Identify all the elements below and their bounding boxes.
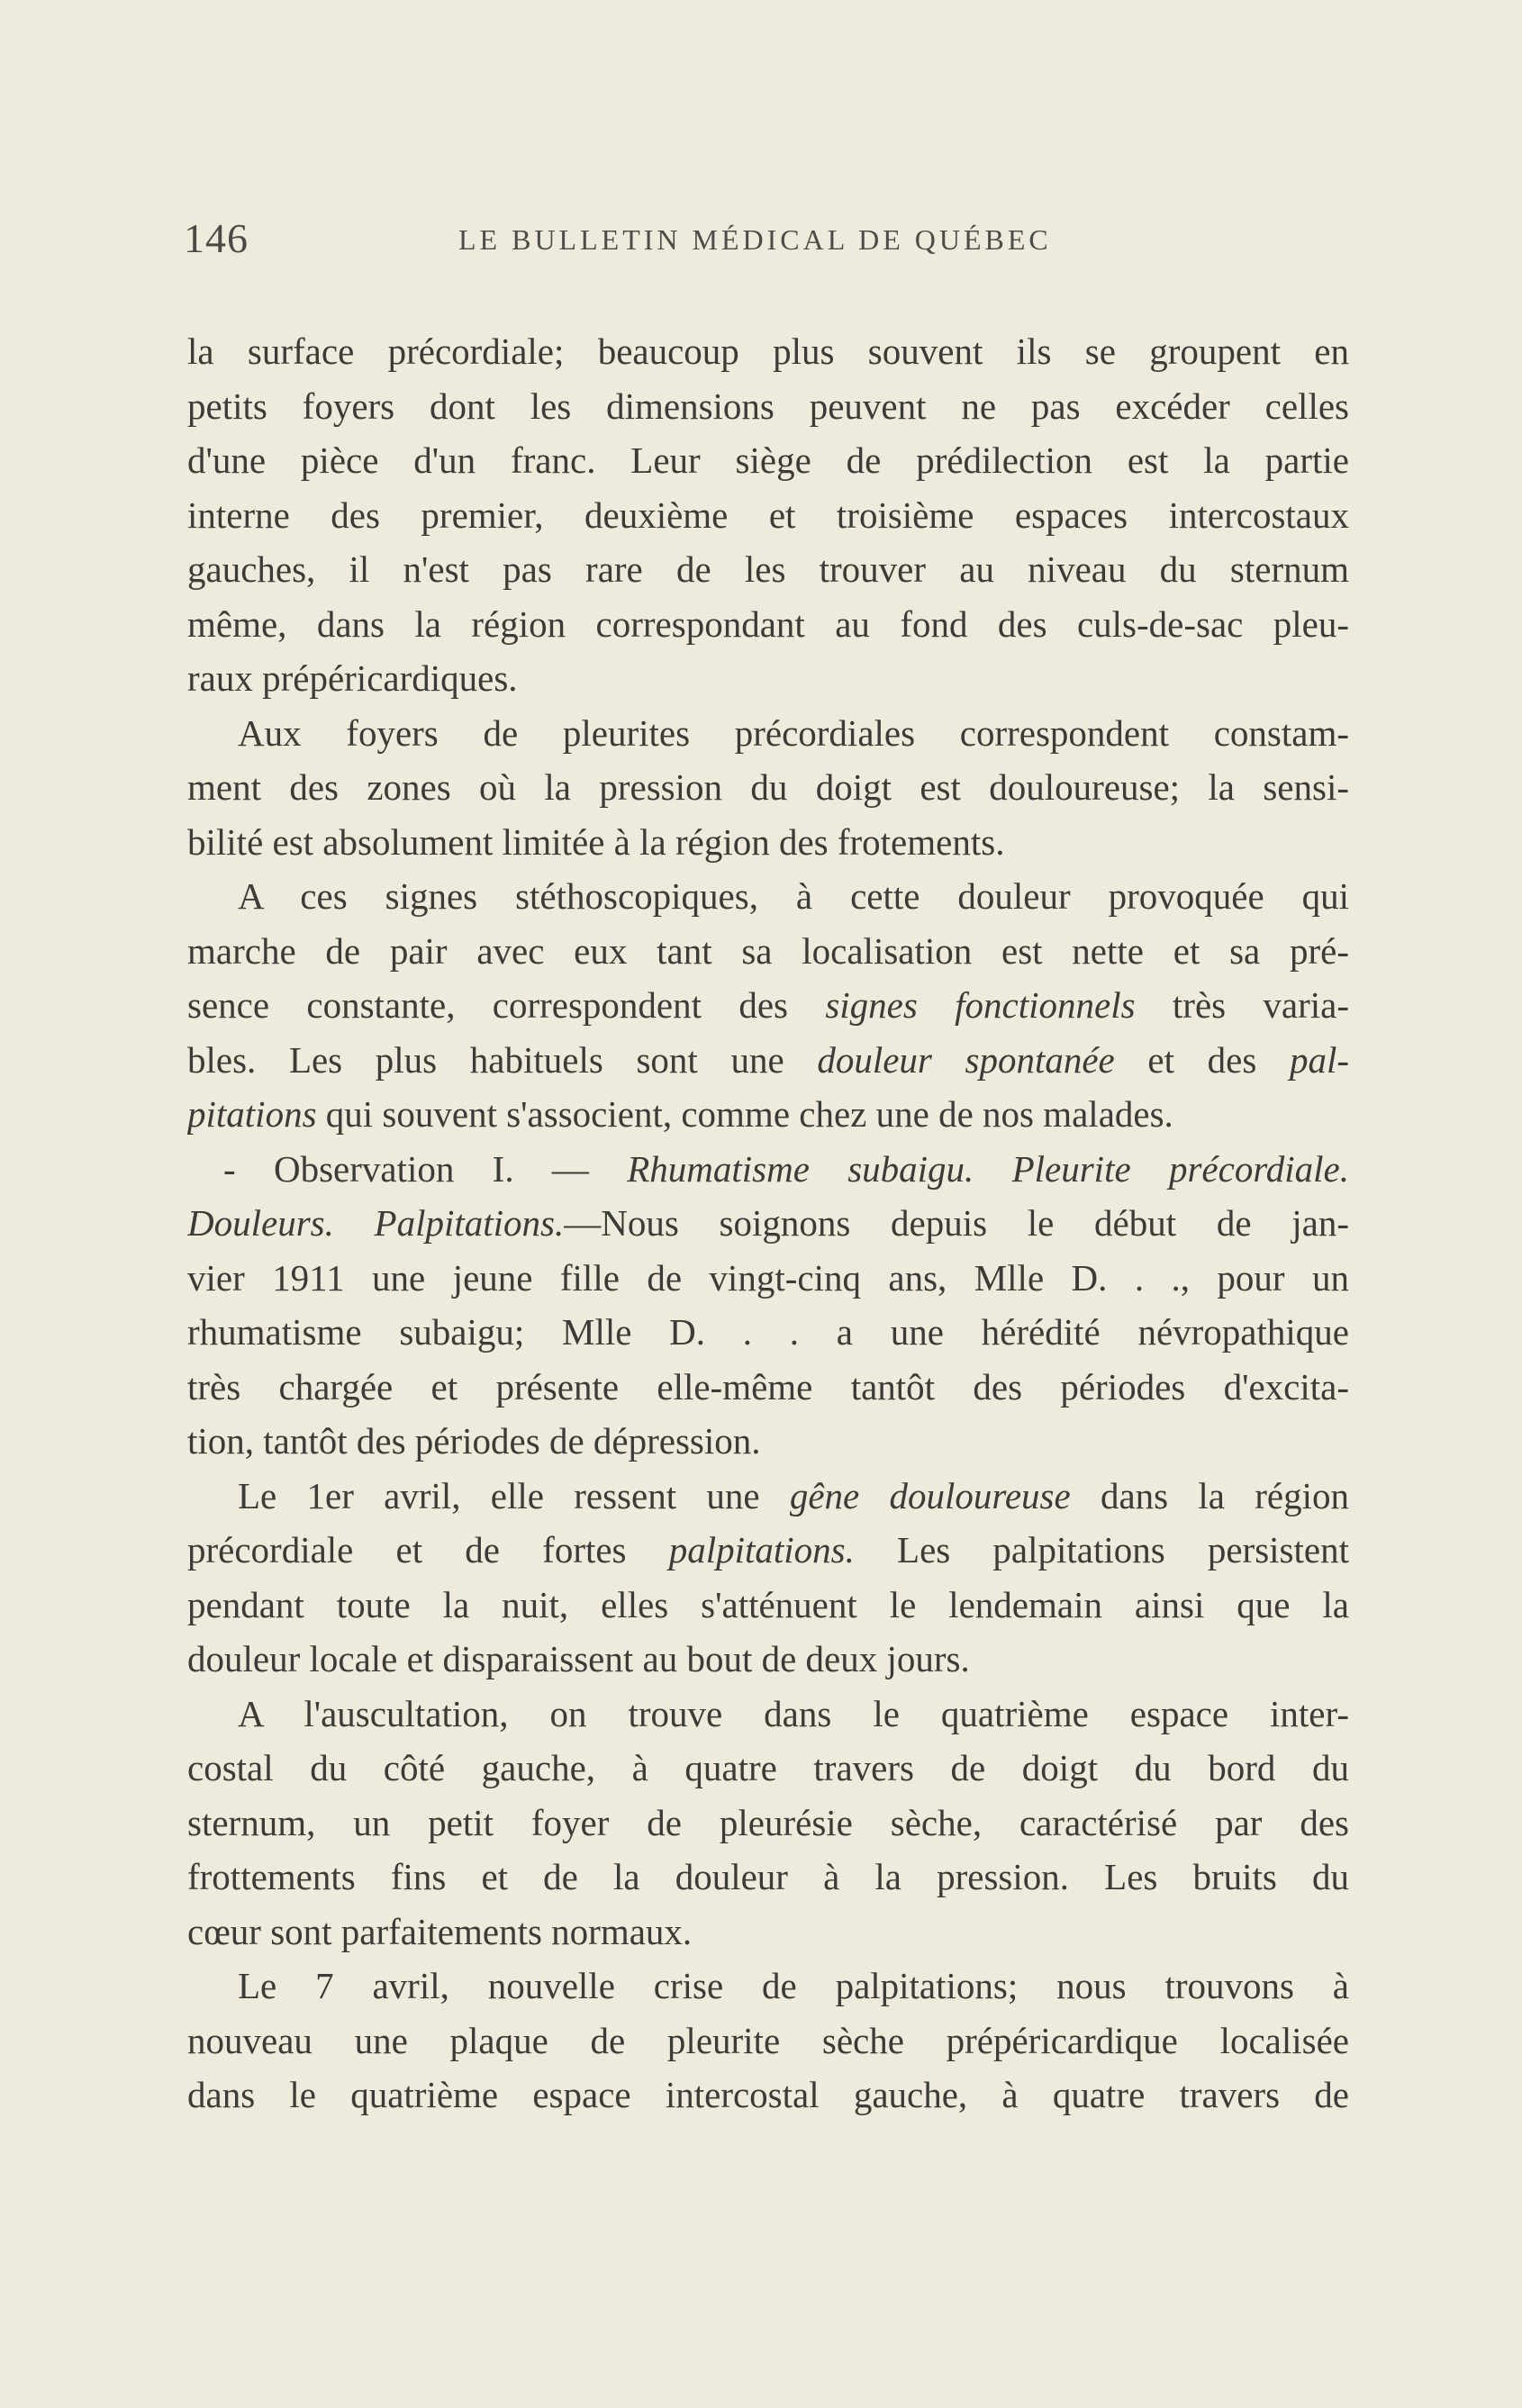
text-line: la surface précordiale; beaucoup plus souvent ils se groupent en — [187, 330, 1349, 372]
text-line: costal du côté gauche, à quatre travers de doigt du bord du — [187, 1747, 1349, 1788]
text-line: douleur locale et disparaissent au bout de deux jours. — [187, 1638, 970, 1679]
text-line: pitations qui souvent s'associent, comme chez une de nos malades. — [187, 1093, 1173, 1135]
text-line: - Observation I. — Rhumatisme subaigu. Pleurite précordiale. — [223, 1147, 1349, 1190]
text-line: vier 1911 une jeune fille de vingt-cinq ans, Mlle D. . ., pour un — [187, 1256, 1349, 1299]
text-line: dans le quatrième espace intercostal gauche, à quatre travers de — [187, 2074, 1349, 2115]
page-number: 146 — [184, 215, 249, 261]
text-line: précordiale et de fortes palpitations. Les palpitations persistent — [187, 1529, 1349, 1571]
text-line: très chargée et présente elle-même tantôt des périodes d'excita- — [187, 1365, 1349, 1408]
text-line: raux prépéricardiques. — [187, 657, 518, 699]
text-line: tion, tantôt des périodes de dépression. — [187, 1420, 761, 1462]
page-header — [184, 214, 1354, 268]
text-line: Douleurs. Palpitations.—Nous soignons depuis le début de jan- — [187, 1202, 1349, 1244]
text-line: gauches, il n'est pas rare de les trouver au niveau du sternum — [187, 548, 1349, 590]
text-line: Aux foyers de pleurites précordiales correspondent constam- — [238, 711, 1349, 754]
text-line: même, dans la région correspondant au fond des culs-de-sac pleu- — [187, 602, 1349, 645]
text-line: sternum, un petit foyer de pleurésie sèche, caractérisé par des — [187, 1801, 1349, 1843]
text-line: bles. Les plus habituels sont une douleur spontanée et des pal- — [187, 1038, 1349, 1081]
text-line: A l'auscultation, on trouve dans le quatrième espace inter- — [238, 1692, 1349, 1734]
text-line: rhumatisme subaigu; Mlle D. . . a une hérédité névropathique — [187, 1311, 1349, 1353]
body-text — [187, 324, 1349, 2123]
text-line: bilité est absolument limitée à la région des frotements. — [187, 820, 1005, 863]
text-line: marche de pair avec eux tant sa localisation est nette et sa pré- — [187, 929, 1349, 972]
text-line: nouveau une plaque de pleurite sèche prépéricardique localisée — [187, 2019, 1349, 2061]
running-head: LE BULLETIN MÉDICAL DE QUÉBEC — [458, 223, 1052, 256]
text-line: petits foyers dont les dimensions peuvent ne pas excéder celles — [187, 385, 1349, 427]
text-line: Le 7 avril, nouvelle crise de palpitations; nous trouvons à — [238, 1965, 1349, 2006]
text-line: frottements fins et de la douleur à la pression. Les bruits du — [187, 1856, 1349, 1897]
text-line: d'une pièce d'un franc. Leur siège de prédilection est la partie — [187, 439, 1349, 481]
text-line: ment des zones où la pression du doigt est douloureuse; la sensi- — [187, 766, 1349, 808]
text-line: Le 1er avril, elle ressent une gêne douloureuse dans la région — [238, 1474, 1349, 1516]
text-line: cœur sont parfaitements normaux. — [187, 1910, 693, 1952]
text-line: A ces signes stéthoscopiques, à cette douleur provoquée qui — [238, 875, 1349, 917]
text-line: sence constante, correspondent des signes fonctionnels très varia- — [187, 984, 1349, 1026]
text-line: pendant toute la nuit, elles s'atténuent le lendemain ainsi que la — [187, 1583, 1349, 1625]
text-line: interne des premier, deuxième et troisième espaces intercostaux — [187, 493, 1349, 536]
